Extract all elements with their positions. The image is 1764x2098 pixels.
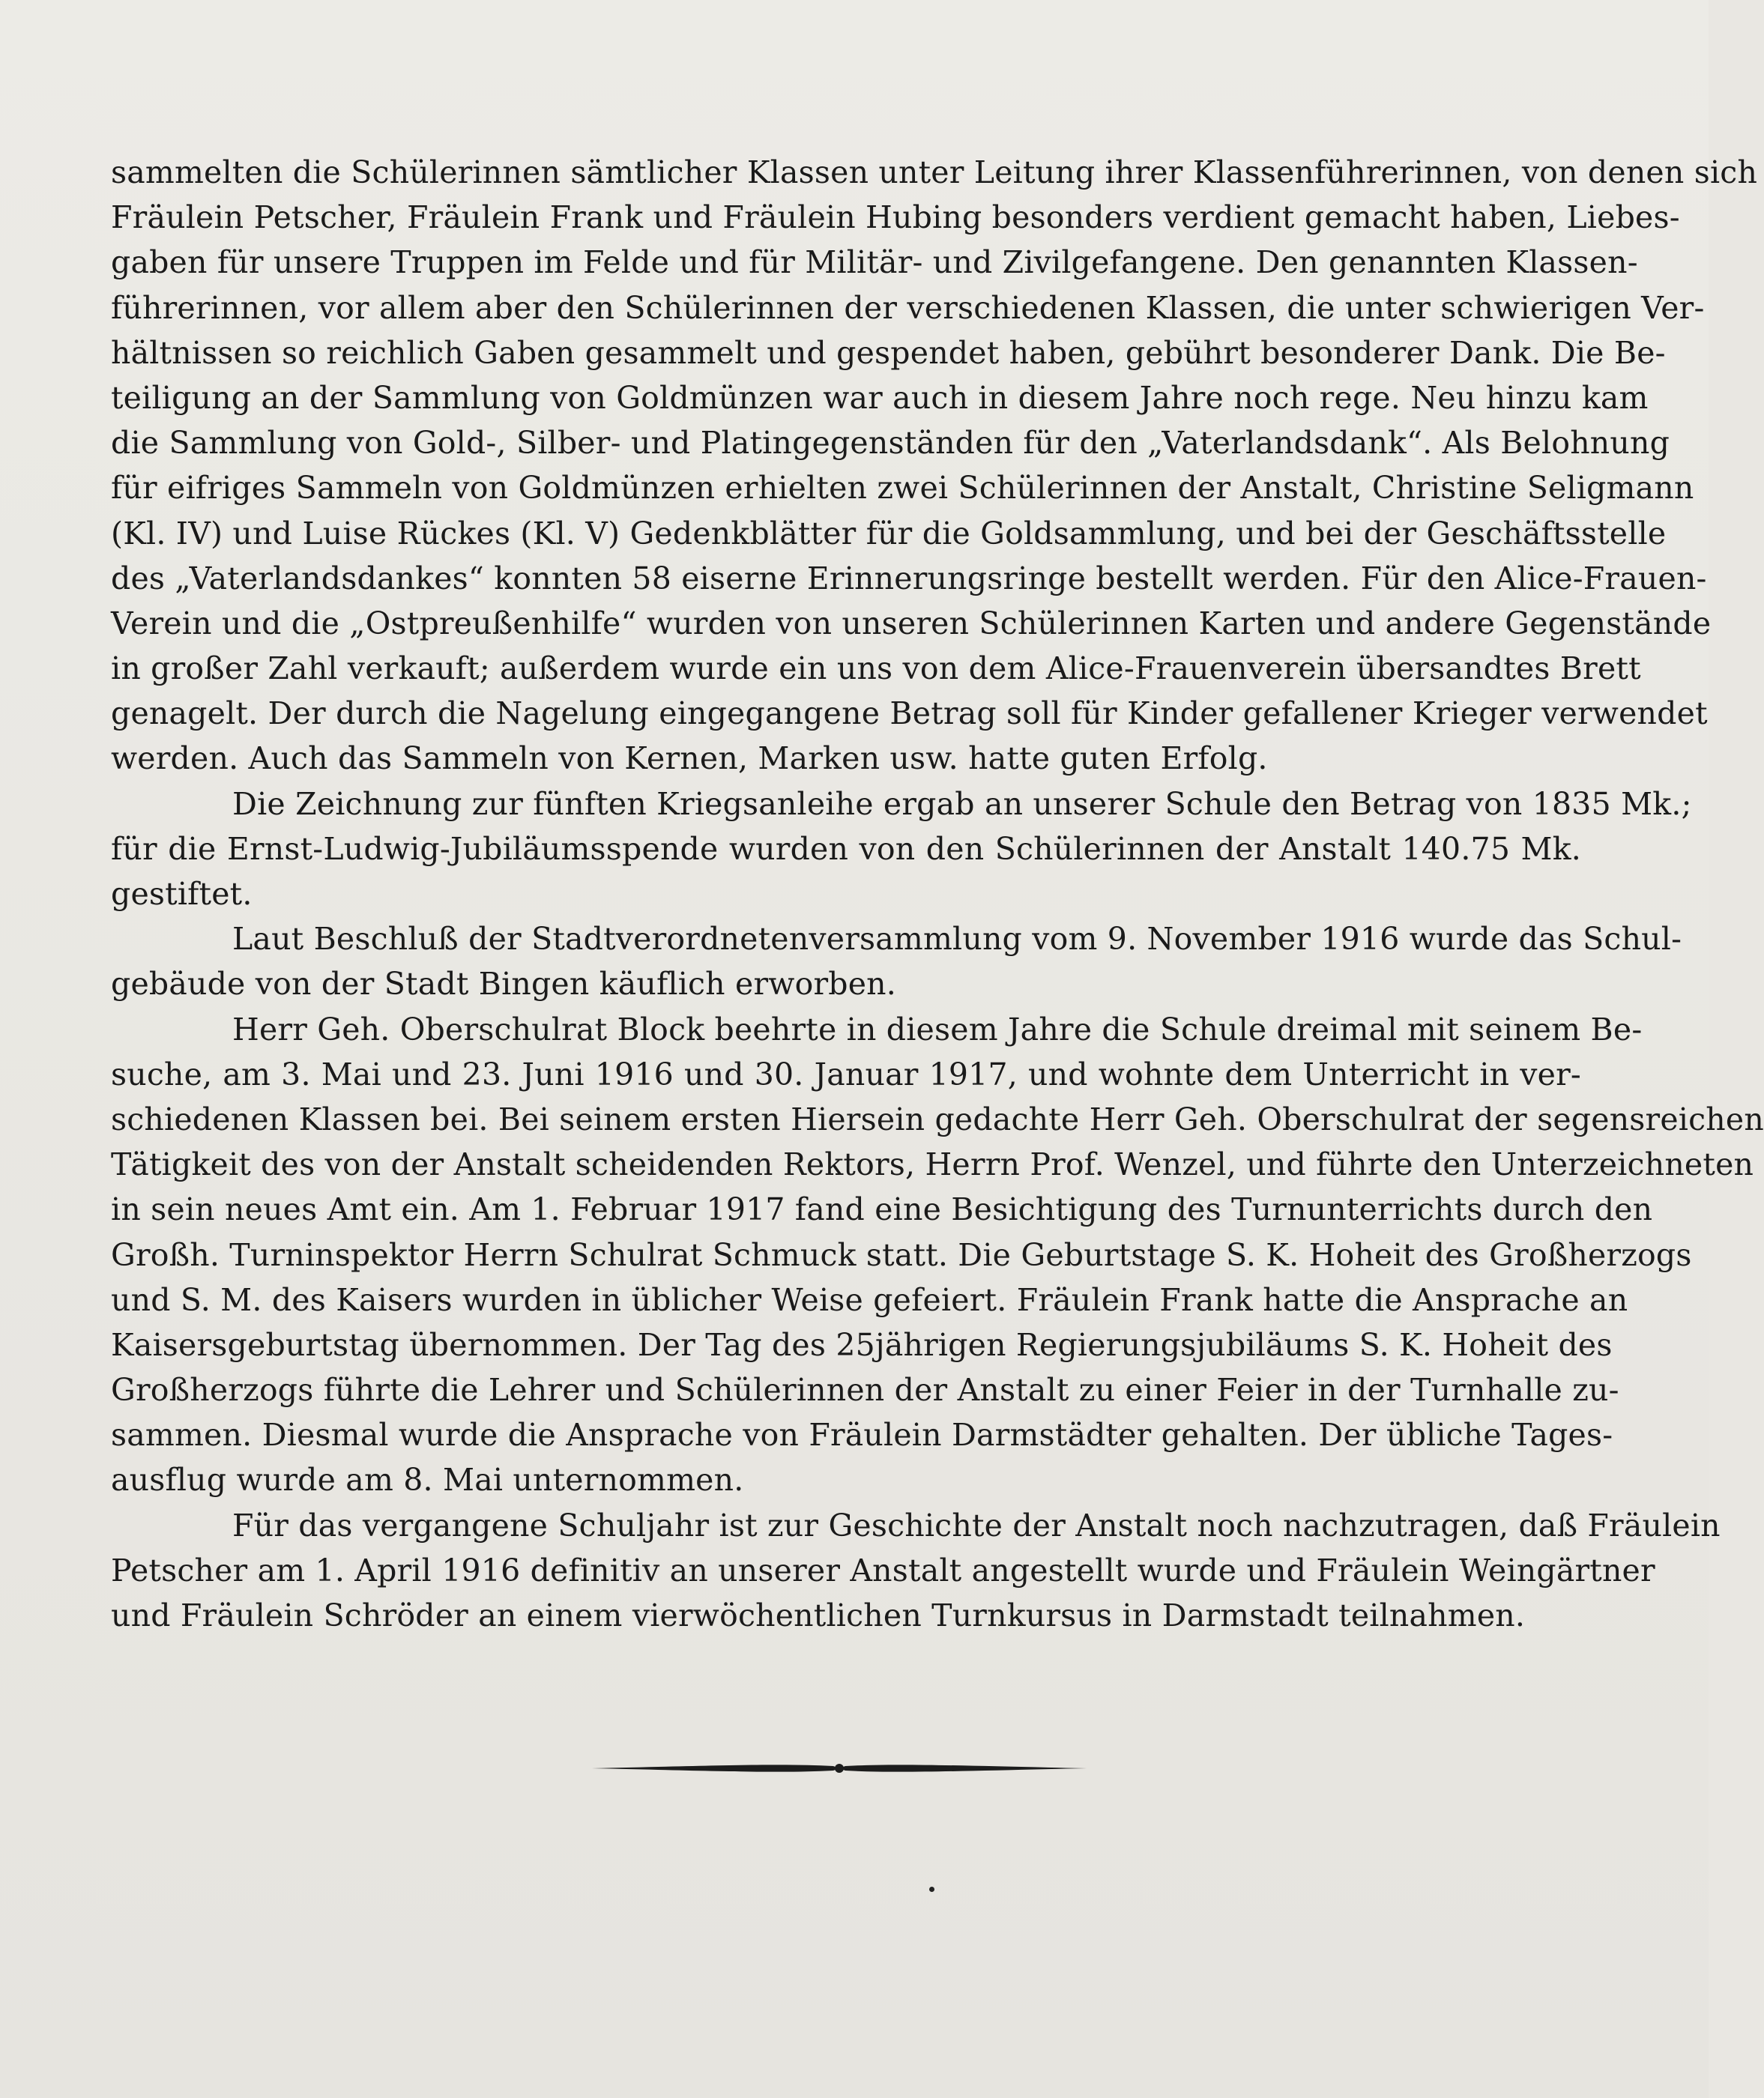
text-line: Laut Beschluß der Stadtverordnetenversammlung vom 9. November 1916 wurde das Schul- [232, 921, 1682, 958]
text-line: in großer Zahl verkauft; außerdem wurde ein uns von dem Alice-Frauenverein übersandtes Brett [111, 650, 1641, 687]
text-line: gebäude von der Stadt Bingen käuflich erworben. [111, 966, 897, 1003]
ornament-divider-icon [592, 1757, 1087, 1780]
text-line: gaben für unsere Truppen im Felde und für Militär- und Zivilgefangene. Den genannten Klassen- [111, 244, 1638, 281]
ink-dot [929, 1887, 934, 1892]
text-line: (Kl. IV) und Luise Rückes (Kl. V) Gedenkblätter für die Goldsammlung, und bei der Geschäftsstelle [111, 515, 1667, 551]
text-line: Die Zeichnung zur fünften Kriegsanleihe ergab an unserer Schule den Betrag von 1835 Mk.; [232, 785, 1692, 822]
text-line: des „Vaterlandsdankes“ konnten 58 eiserne Erinnerungsringe bestellt werden. Für den Alice-Frauen- [111, 560, 1707, 596]
text-line: führerinnen, vor allem aber den Schülerinnen der verschiedenen Klassen, die unter schwierigen Ver- [111, 289, 1705, 326]
text-line: Großherzogs führte die Lehrer und Schülerinnen der Anstalt zu einer Feier in der Turnhalle zu- [111, 1372, 1619, 1409]
text-line: schiedenen Klassen bei. Bei seinem ersten Hiersein gedachte Herr Geh. Oberschulrat der segensreichen [111, 1101, 1764, 1137]
text-line: suche, am 3. Mai und 23. Juni 1916 und 30. Januar 1917, und wohnte dem Unterricht in ver- [111, 1056, 1581, 1092]
text-line: sammen. Diesmal wurde die Ansprache von Fräulein Darmstädter gehalten. Der übliche Tages- [111, 1417, 1613, 1454]
text-line: sammelten die Schülerinnen sämtlicher Klassen unter Leitung ihrer Klassenführerinnen, von denen sich [111, 154, 1758, 190]
text-line: für eifriges Sammeln von Goldmünzen erhielten zwei Schülerinnen der Anstalt, Christine Seligmann [111, 470, 1694, 507]
text-line: hältnissen so reichlich Gaben gesammelt und gespendet haben, gebührt besonderer Dank. Die Be- [111, 334, 1666, 371]
text-line: für die Ernst-Ludwig-Jubiläumsspende wurden von den Schülerinnen der Anstalt 140.75 Mk. [111, 830, 1581, 867]
text-line: und Fräulein Schröder an einem vierwöchentlichen Turnkursus in Darmstadt teilnahmen. [111, 1597, 1526, 1633]
text-line: Kaisersgeburtstag übernommen. Der Tag des 25jährigen Regierungsjubiläums S. K. Hoheit des [111, 1326, 1613, 1363]
text-line: Fräulein Petscher, Fräulein Frank und Fräulein Hubing besonders verdient gemacht haben, Liebes- [111, 199, 1680, 236]
text-line: genagelt. Der durch die Nagelung eingegangene Betrag soll für Kinder gefallener Krieger verwendet [111, 695, 1708, 732]
text-line: werden. Auch das Sammeln von Kernen, Marken usw. hatte guten Erfolg. [111, 740, 1268, 777]
text-line: Für das vergangene Schuljahr ist zur Geschichte der Anstalt noch nachzutragen, daß Fräulein [232, 1507, 1721, 1544]
text-line: teiligung an der Sammlung von Goldmünzen war auch in diesem Jahre noch rege. Neu hinzu kam [111, 379, 1649, 416]
text-line: in sein neues Amt ein. Am 1. Februar 1917 fand eine Besichtigung des Turnunterrichts durch den [111, 1191, 1653, 1228]
body-text [111, 150, 1764, 1638]
text-line: Petscher am 1. April 1916 definitiv an unserer Anstalt angestellt wurde und Fräulein Weingärtner [111, 1552, 1655, 1588]
text-line: Herr Geh. Oberschulrat Block beehrte in diesem Jahre die Schule dreimal mit seinem Be- [232, 1011, 1643, 1048]
text-line: Großh. Turninspektor Herrn Schulrat Schmuck statt. Die Geburtstage S. K. Hoheit des Großherzogs [111, 1236, 1692, 1273]
text-line: ausflug wurde am 8. Mai unternommen. [111, 1462, 744, 1499]
text-line: die Sammlung von Gold-, Silber- und Platingegenständen für den „Vaterlandsdank“. Als Belohnung [111, 425, 1670, 462]
text-line: Verein und die „Ostpreußenhilfe“ wurden von unseren Schülerinnen Karten und andere Gegenstände [111, 605, 1712, 641]
text-line: und S. M. des Kaisers wurden in üblicher Weise gefeiert. Fräulein Frank hatte die Ansprache an [111, 1281, 1628, 1318]
text-line: gestiftet. [111, 876, 253, 912]
text-line: Tätigkeit des von der Anstalt scheidenden Rektors, Herrn Prof. Wenzel, und führte den Unterzeichneten [111, 1146, 1754, 1183]
